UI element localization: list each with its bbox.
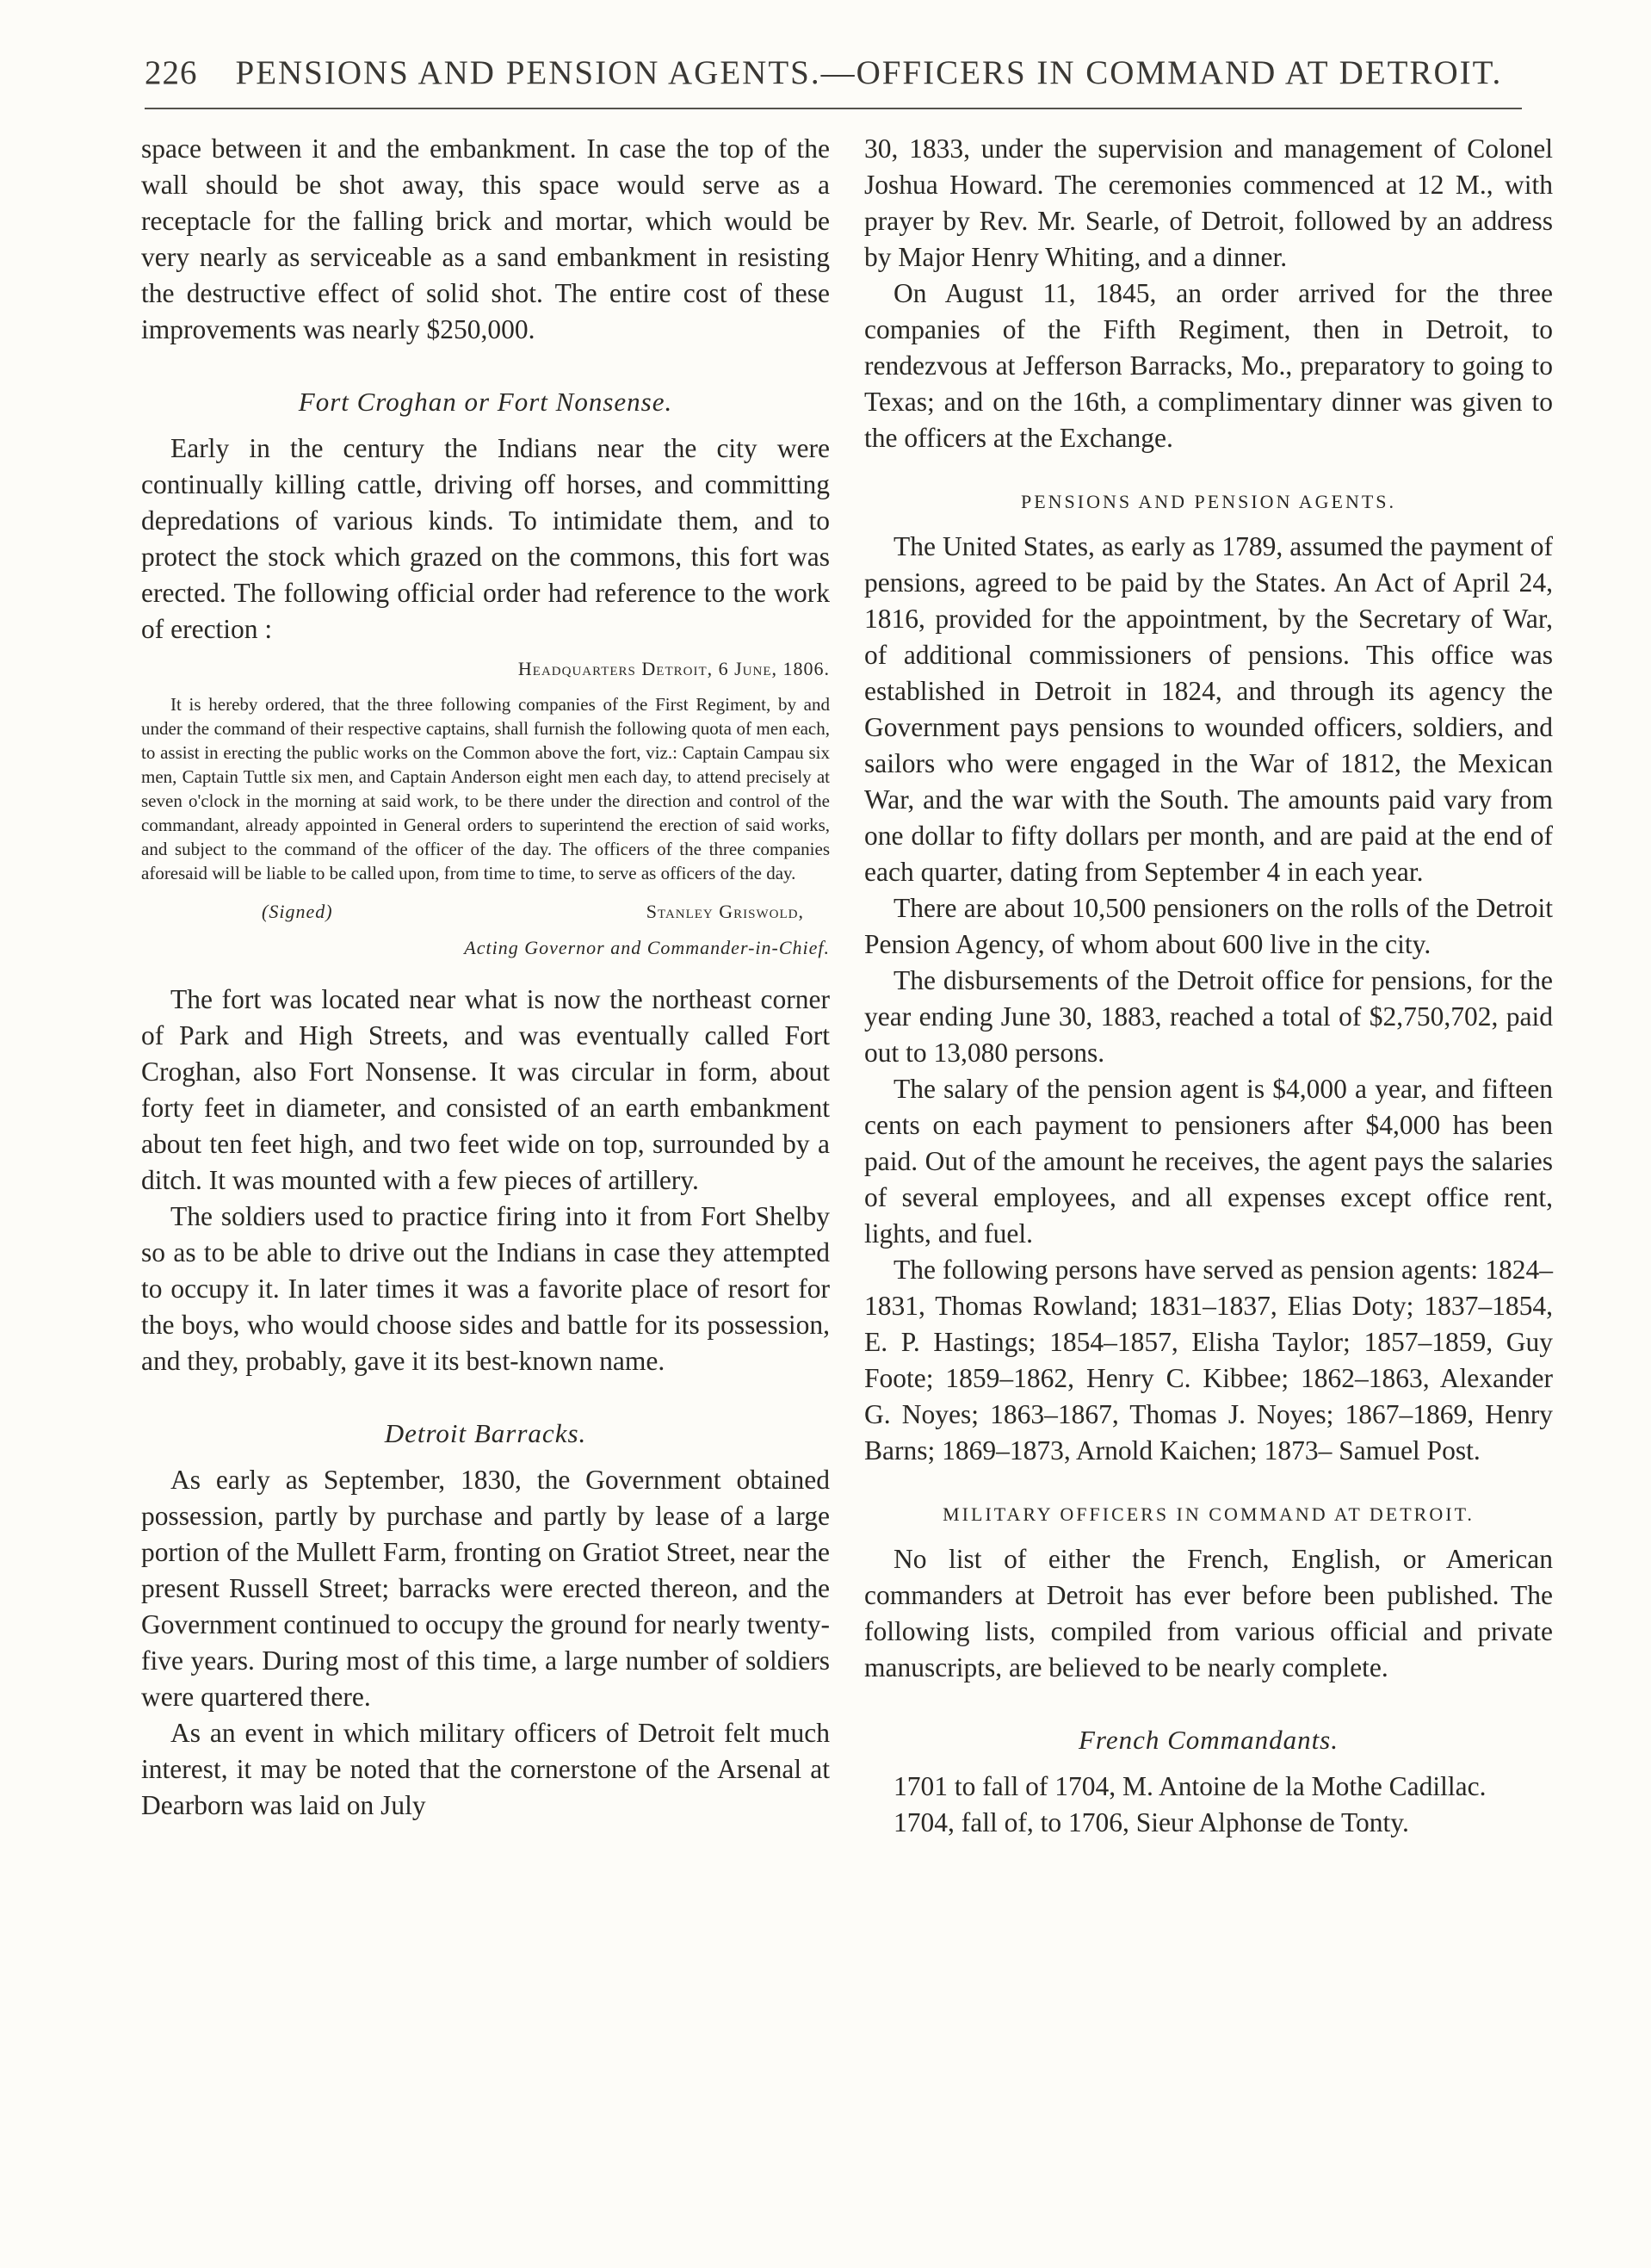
paragraph: The disbursements of the Detroit office for pensions, for the year ending June 30, 1883, reached a total of $2,750,702, paid out to 13,080 persons. xyxy=(864,965,1553,1068)
order-signature xyxy=(262,894,830,930)
signer-name: Stanley Griswold, xyxy=(646,901,804,922)
order-heading: Headquarters Detroit, 6 June, 1806. xyxy=(517,658,830,679)
paragraph: 1704, fall of, to 1706, Sieur Alphonse de Tonty. xyxy=(894,1807,1409,1837)
left-column xyxy=(141,131,830,1824)
signer-title: Acting Governor and Commander-in-Chief. xyxy=(464,937,830,958)
paragraph: 1701 to fall of 1704, M. Antoine de la Mothe Cadillac. xyxy=(894,1771,1487,1801)
paragraph: As an event in which military officers of Detroit felt much interest, it may be noted that the cornerstone of the Arsenal at Dearborn was laid on July xyxy=(141,1718,830,1820)
paragraph: space between it and the embankment. In case the top of the wall should be shot away, this space would serve as a receptacle for the falling brick and mortar, which would be very nearly as serviceable as a sand embankment in resisting the destructive effect of solid shot. The entire cost of these improvements was nearly $250,000. xyxy=(141,133,830,344)
running-header xyxy=(145,53,1522,105)
signed-label: (Signed) xyxy=(262,901,333,922)
running-title: PENSIONS AND PENSION AGENTS.—OFFICERS IN COMMAND AT DETROIT. xyxy=(235,54,1503,91)
paragraph: The soldiers used to practice firing into it from Fort Shelby so as to be able to drive out the Indians in case they attempted to occupy it. In later times it was a favorite place of resort for the boys, who would choose sides and battle for its possession, and they, probably, gave it its best-known name. xyxy=(141,1201,830,1376)
paragraph: There are about 10,500 pensioners on the rolls of the Detroit Pension Agency, of whom about 600 live in the city. xyxy=(864,893,1553,959)
page-number: 226 xyxy=(145,54,198,91)
paragraph: The following persons have served as pension agents: 1824–1831, Thomas Rowland; 1831–1837, Elias Doty; 1837–1854, E. P. Hastings; 1854–1857, Elisha Taylor; 1857–1859, Guy Foote; 1859–1862, Henry C. Kibbee; 1862–1863, Alexander G. Noyes; 1863–1867, Thomas J. Noyes; 1867–1869, Henry Barns; 1869–1873, Arnold Kaichen; 1873– Samuel Post. xyxy=(864,1255,1553,1466)
paragraph: 30, 1833, under the supervision and management of Colonel Joshua Howard. The ceremonies commenced at 12 M., with prayer by Rev. Mr. Searle, of Detroit, followed by an address by Major Henry Whiting, and a dinner. xyxy=(864,133,1553,272)
paragraph: On August 11, 1845, an order arrived for the three companies of the Fifth Regiment, then in Detroit, to rendezvous at Jefferson Barracks, Mo., preparatory to going to Texas; and on the 16th, a complimentary dinner was given to the officers at the Exchange. xyxy=(864,278,1553,453)
paragraph: The United States, as early as 1789, assumed the payment of pensions, agreed to be paid by the States. An Act of April 24, 1816, provided for the appointment, by the Secretary of War, of additional commissioners of pensions. This office was established in Detroit in 1824, and through its agency the Government pays pensions to wounded officers, soldiers, and sailors who were engaged in the War of 1812, the Mexican War, and the war with the South. The amounts paid vary from one dollar to fifty dollars per month, and are paid at the end of each quarter, dating from September 4 in each year. xyxy=(864,531,1553,887)
section-heading-military-officers: MILITARY OFFICERS IN COMMAND AT DETROIT. xyxy=(943,1503,1475,1525)
section-heading-detroit-barracks: Detroit Barracks. xyxy=(384,1418,587,1448)
section-heading-french-commandants: French Commandants. xyxy=(1079,1725,1339,1755)
paragraph: The salary of the pension agent is $4,000 a year, and fifteen cents on each payment to pensioners after $4,000 has been paid. Out of the amount he receives, the agent pays the salaries of several employees, and all expenses except office rent, lights, and fuel. xyxy=(864,1074,1553,1249)
paragraph: The fort was located near what is now the northeast corner of Park and High Streets, and was eventually called Fort Croghan, also Fort Nonsense. It was circular in form, about forty feet in diameter, and consisted of an earth embankment about ten feet high, and two feet wide on top, surrounded by a ditch. It was mounted with a few pieces of artillery. xyxy=(141,984,830,1195)
paragraph: Early in the century the Indians near the city were continually killing cattle, driving off horses, and committing depredations of various kinds. To intimidate them, and to protect the stock which grazed on the commons, this fort was erected. The following official order had reference to the work of erection : xyxy=(141,433,830,644)
paragraph: No list of either the French, English, or American commanders at Detroit has ever before been published. The following lists, compiled from various official and private manuscripts, are believed to be nearly complete. xyxy=(864,1544,1553,1682)
paragraph: As early as September, 1830, the Government obtained possession, partly by purchase and partly by lease of a large portion of the Mullett Farm, fronting on Gratiot Street, near the present Russell Street; barracks were erected thereon, and the Government continued to occupy the ground for nearly twenty-five years. During most of this time, a large number of soldiers were quartered there. xyxy=(141,1465,830,1712)
section-heading-pensions: PENSIONS AND PENSION AGENTS. xyxy=(1020,491,1397,512)
official-order: It is hereby ordered, that the three following companies of the First Regiment, by and under the command of their respective captains, shall furnish the following quota of men each, to assist in erecting the public works on the Common above the fort, viz.: Captain Campau six men, Captain Tuttle six men, and Captain Anderson eight men each day, to attend precisely at seven o'clock in the morning at said work, to be there under the direction and control of the commandant, already appointed in General orders to superintend the erection of said works, and subject to the command of the officer of the day. The officers of the three companies aforesaid will be liable to be called upon, from time to time, to serve as officers of the day. xyxy=(141,694,830,883)
section-heading-fort-croghan: Fort Croghan or Fort Nonsense. xyxy=(298,387,673,417)
header-rule xyxy=(145,108,1522,109)
right-column xyxy=(864,131,1553,1841)
